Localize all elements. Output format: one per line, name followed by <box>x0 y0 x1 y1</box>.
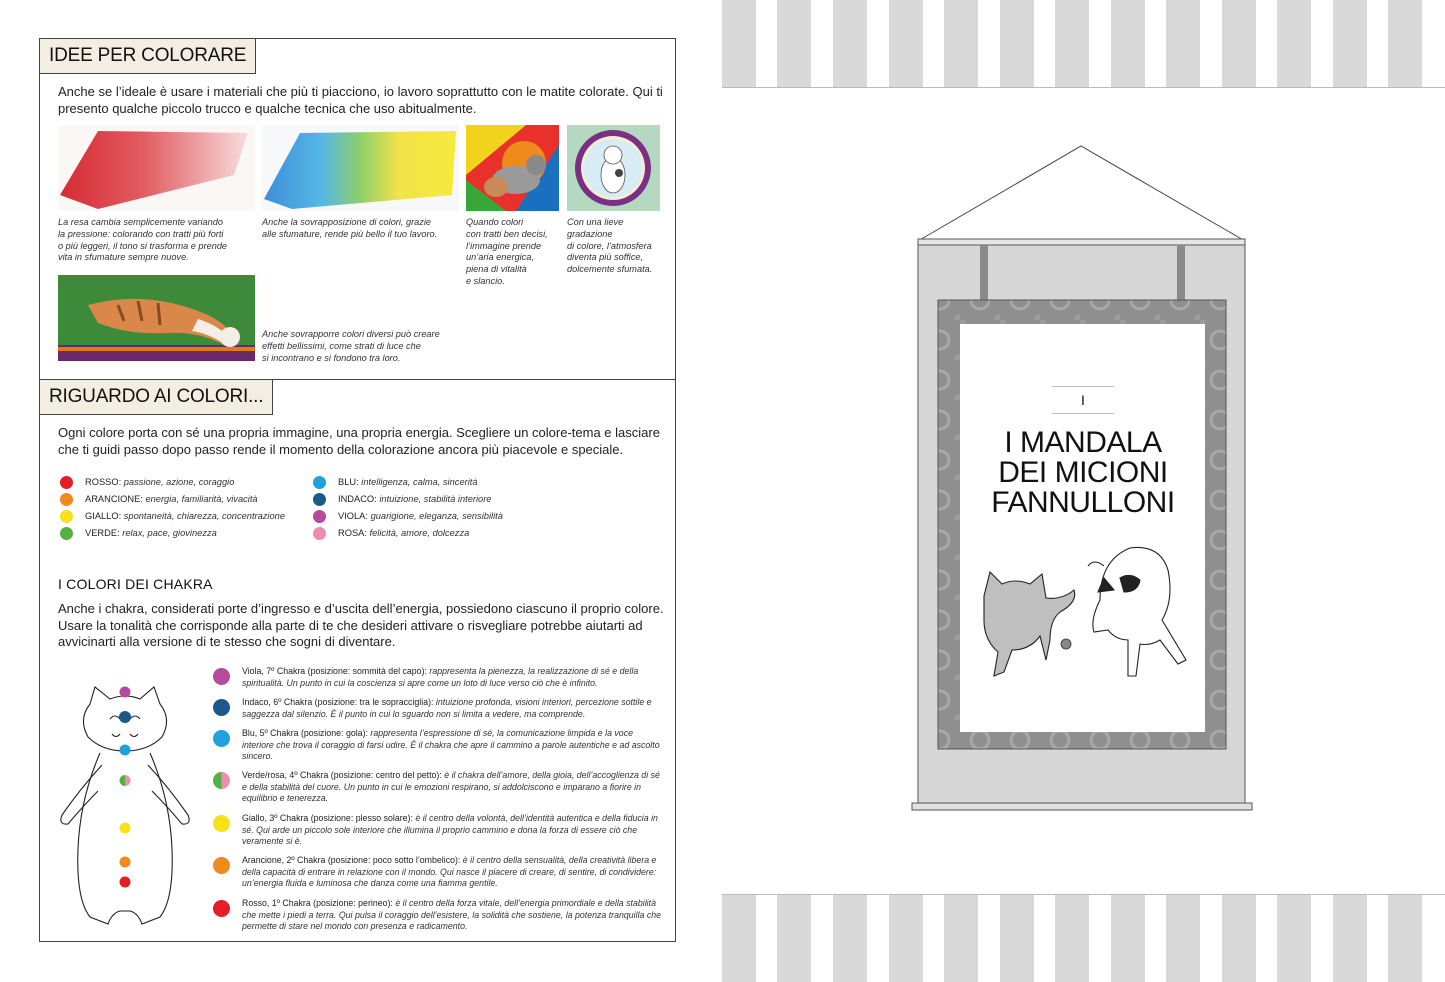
caption-layering: Anche sovrapporre colori diversi può creare effetti bellissimi, come strati di luce che si incontrano e si fondono tra loro. <box>262 329 440 363</box>
coloring-intro: Anche se l’ideale è usare i materiali che più ti piacciono, io lavoro soprattutto con le matite colorate. Qui ti presento qualche piccolo trucco e qualche tecnica che uso abitualmente. <box>58 84 663 116</box>
yarn-ball-icon <box>1061 639 1071 649</box>
caption-overlap: Anche la sovrapposizione di colori, grazie alle sfumature, rende più bello il tuo lavoro. <box>262 217 438 239</box>
chakra-intro: Anche i chakra, considerati porte d’ingresso e d’uscita dell’energia, possiedono ciascuno il proprio colore. Usare la tonalità che corrisponde alla parte di te che desideri attivare o risvegliare potrebbe aiutarti ad avvicinarti alla versione di te stesso che sogni di diventare. <box>58 601 664 649</box>
chapter-number: I <box>1052 386 1114 414</box>
section-title-coloring-ideas: IDEE PER COLORARE <box>39 38 256 74</box>
chapter-title: I MANDALA DEI MICIONI FANNULLONI <box>991 426 1175 519</box>
left-page-frame: IDEE PER COLORARE Anche se l’ideale è usare i materiali che più ti piacciono, io lavoro soprattutto con le matite colorate. Qui ti presento qualche piccolo trucco e qualche tecnica che uso abitualmente. La resa cambia semplicemente variando la pressione: colorando con tratti più forti o più leggeri, il tono si trasforma e prende vita in sfumature sempre nuove. Anche la sovrapposizione di colori, grazie alle sfumature, rende più bello il tuo lavoro. Quando colori con tratti ben decisi, l’immagine prende un’aria energica, piena di vitalità e slancio. Con una lieve gradazione di colore, l’atmosfera diventa più soffice, dolcemente sfumata. Anche sovrapporre colori diversi può creare effetti bellissimi, come strati di luce che si incontrano e si fondono tra loro. RIGUARDO AI COLORI... Ogni colore porta con sé una propria immagine, una propria energia. Scegliere un colore-tema e lasciare che ti guidi passo dopo passo rende il momento della colorazione ancora più piacevole e speciale. ROSSO: passione, azione, coraggio ARANCIONE: energia, familiarità, vivacità GIALLO: spontaneità, chiarezza, concentrazione VERDE: relax, pace, giovinezza BLU: intelligenza, calma, sincerità INDACO: intuizione, stabilità interiore VIOLA: guarigione, eleganza, sensibilità ROSA: felicità, amore, dolcezza I COLORI DEI CHAKRA Anche i chakra, considerati porte d’ingresso e d’uscita dell’energia, possiedono ciascuno il proprio colore. Usare la tonalità che corrisponde alla parte di te che desideri attivare o risvegliare potrebbe aiutarti ad avvicinarti alla versione di te stesso che sogni di diventare. Viola, 7º Chakra (posizione: sommità del capo): rappresenta la pienezza, la realizzazione di sé e della spiritualità. Un punto in cui la coscienza si apre come un loto di luce verso ciò che è infinito. Indaco, 6º Chakra (posizione: tra le sopracciglia): intuizione profonda, visioni interiori, percezione sottile e saggezza dal silenzio. È il punto in cui lo sguardo non si limita a vedere, ma comprende. Blu, 5º Chakra (posizione: gola): rappresenta l’espressione di sé, la comunicazione limpida e la voce interiore che trova il coraggio di farsi udire. È il chakra che apre il cammino a parole autentiche e ad ascolto sincero. Verde/rosa, 4º Chakra (posizione: centro del petto): è il chakra dell’amore, della gioia, dell’accoglienza di sé e della stabilità del cuore. Un punto in cui le emozioni respirano, si addolciscono e imparano a fiorire in equilibrio e tenerezza. Giallo, 3º Chakra (posizione: plesso solare): è il centro della volontà, dell’identità autentica e della fiducia in sé. Qui arde un piccolo sole interiore che illumina il proprio cammino e dona la forza di essere ciò che veramente si è. Arancione, 2º Chakra (posizione: poco sotto l’ombelico): è il centro della sensualità, della creatività libera e della capacità di entrare in relazione con il mondo. Qui nasce il piacere di creare, di sentire, di condividere: un’energia fluida e luminosa che danza come una fiamma gentile. Rosso, 1º Chakra (posizione: perineo): è il centro della forza vitale, dell’energia primordiale e della stabilità che mette i piedi a terra. Qui pulsa il coraggio dell’esistere, la solidità che sostiene, la potenza tranquilla che permette di stare nel mondo con presenza e radicamento. <box>39 38 676 942</box>
caption-pressure: La resa cambia semplicemente variando la pressione: colorando con tratti più forti o più leggeri, il tono si trasforma e prende vita in sfumature sempre nuove. <box>58 217 228 263</box>
caption-bold-strokes: Quando colori con tratti ben decisi, l’immagine prende un’aria energica, piena di vitalità e slancio. <box>466 217 548 286</box>
colors-intro: Ogni colore porta con sé una propria immagine, una propria energia. Scegliere un colore-tema e lasciare che ti guidi passo dopo passo rende il momento della colorazione ancora più piacevole e speciale. <box>58 425 660 457</box>
caption-gradient: Con una lieve gradazione di colore, l’atmosfera diventa più soffice, dolcemente sfumata. <box>567 217 653 275</box>
section-title-about-colors: RIGUARDO AI COLORI... <box>39 379 273 415</box>
chakra-section-title: I COLORI DEI CHAKRA <box>58 576 213 592</box>
